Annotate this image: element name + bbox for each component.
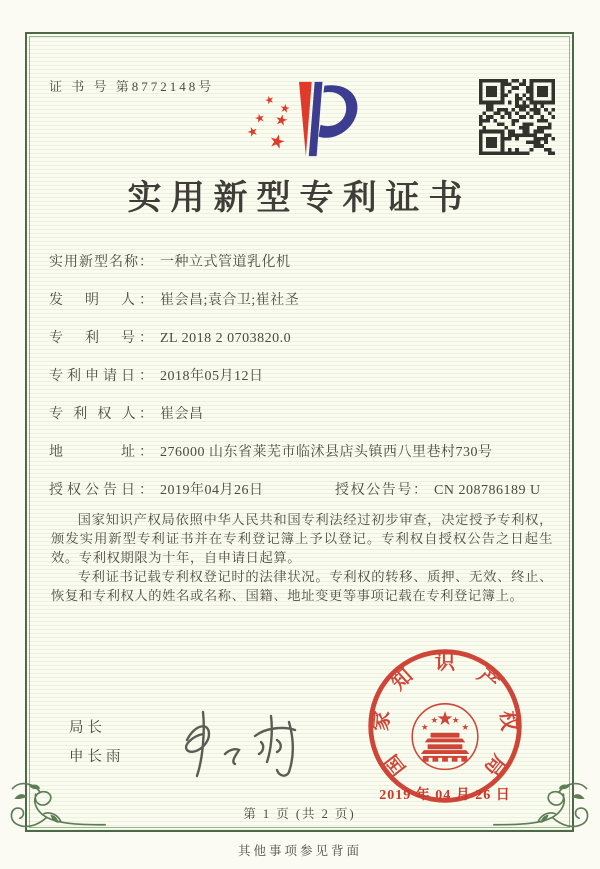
- field-label: 授权公告日：: [49, 483, 153, 498]
- field-label: 发 明 人：: [49, 293, 153, 308]
- svg-text:局: 局: [479, 749, 510, 780]
- svg-text:★: ★: [252, 109, 267, 127]
- field-label: 专 利 号：: [49, 331, 153, 346]
- director-name: 申长雨: [69, 749, 125, 765]
- svg-text:知: 知: [387, 664, 418, 695]
- legal-paragraph-2: 专利证书记载专利权登记时的法律状况。专利权的转移、质押、无效、终止、恢复和专利权人的姓名或名称、国籍、地址变更等事项记载在专利登记簿上。: [51, 569, 553, 603]
- field-label: 授权公告号：: [335, 483, 427, 498]
- field-label: 实用新型名称：: [49, 255, 153, 270]
- field-value: 276000 山东省莱芜市临沭县店头镇西八里巷村730号: [160, 445, 493, 460]
- field-value: 崔会昌;袁合卫;崔社圣: [160, 293, 300, 308]
- svg-text:★: ★: [430, 716, 439, 727]
- grant-seal-date: 2019 年 04 月 26 日: [379, 788, 511, 803]
- legal-text: [51, 510, 553, 605]
- field-label: 专利申请日：: [49, 369, 153, 384]
- legal-paragraph-1: 国家知识产权局依照中华人民共和国专利法经过初步审查，决定授予专利权，颁发实用新型专利证书并在专利登记簿上予以登记。专利权自授权公告之日起生效。专利权期限为十年，自申请日起算。: [51, 512, 553, 565]
- svg-text:产: 产: [472, 664, 503, 695]
- field-row-name: [49, 244, 554, 282]
- svg-text:★: ★: [244, 122, 261, 141]
- cnipa-logo-icon: [230, 74, 368, 164]
- svg-text:家: 家: [370, 709, 395, 732]
- director-title: 局长: [69, 720, 106, 736]
- field-label: 地 址：: [49, 445, 153, 460]
- svg-text:权: 权: [495, 709, 520, 732]
- field-row-filing-date: [49, 358, 554, 396]
- field-value: CN 208786189 U: [434, 483, 541, 498]
- svg-text:★: ★: [266, 129, 288, 155]
- field-row-patent-number: [49, 320, 554, 358]
- field-value: 一种立式管道乳化机: [160, 255, 291, 270]
- director-signature-icon: [159, 706, 309, 786]
- field-row-address: [49, 434, 554, 472]
- svg-text:国: 国: [380, 749, 411, 780]
- svg-text:★: ★: [461, 722, 470, 733]
- field-row-inventors: [49, 282, 554, 320]
- certificate-frame: [25, 32, 574, 832]
- corner-flourish-icon: [492, 776, 594, 842]
- svg-text:★: ★: [436, 707, 454, 731]
- field-value: 崔会昌: [160, 407, 204, 422]
- director-block: [69, 714, 125, 772]
- national-emblem-icon: [412, 704, 478, 770]
- svg-text:识: 识: [434, 652, 456, 675]
- svg-text:★: ★: [273, 110, 290, 131]
- svg-text:★: ★: [451, 716, 460, 727]
- reverse-side-note: 其他事项参见背面: [237, 844, 362, 858]
- svg-text:★: ★: [262, 92, 277, 108]
- field-value: 2018年05月12日: [160, 369, 264, 384]
- field-value: ZL 2018 2 0703820.0: [160, 331, 292, 346]
- field-row-patentee: [49, 396, 554, 434]
- field-row-grant-number: [335, 472, 541, 510]
- certificate-title: 实用新型专利证书: [127, 180, 472, 217]
- certificate-fields: [49, 244, 554, 510]
- page-number: 第 1 页 (共 2 页): [243, 807, 356, 821]
- field-label: 专 利 权 人：: [49, 407, 153, 422]
- corner-flourish-icon: [5, 776, 107, 842]
- field-value: 2019年04月26日: [160, 483, 264, 498]
- certificate-number: 证 书 号 第8772148号: [49, 79, 215, 94]
- field-row-grant-date: [49, 472, 554, 510]
- svg-text:★: ★: [420, 722, 429, 733]
- qr-code: [479, 79, 555, 155]
- svg-text:★: ★: [278, 100, 292, 117]
